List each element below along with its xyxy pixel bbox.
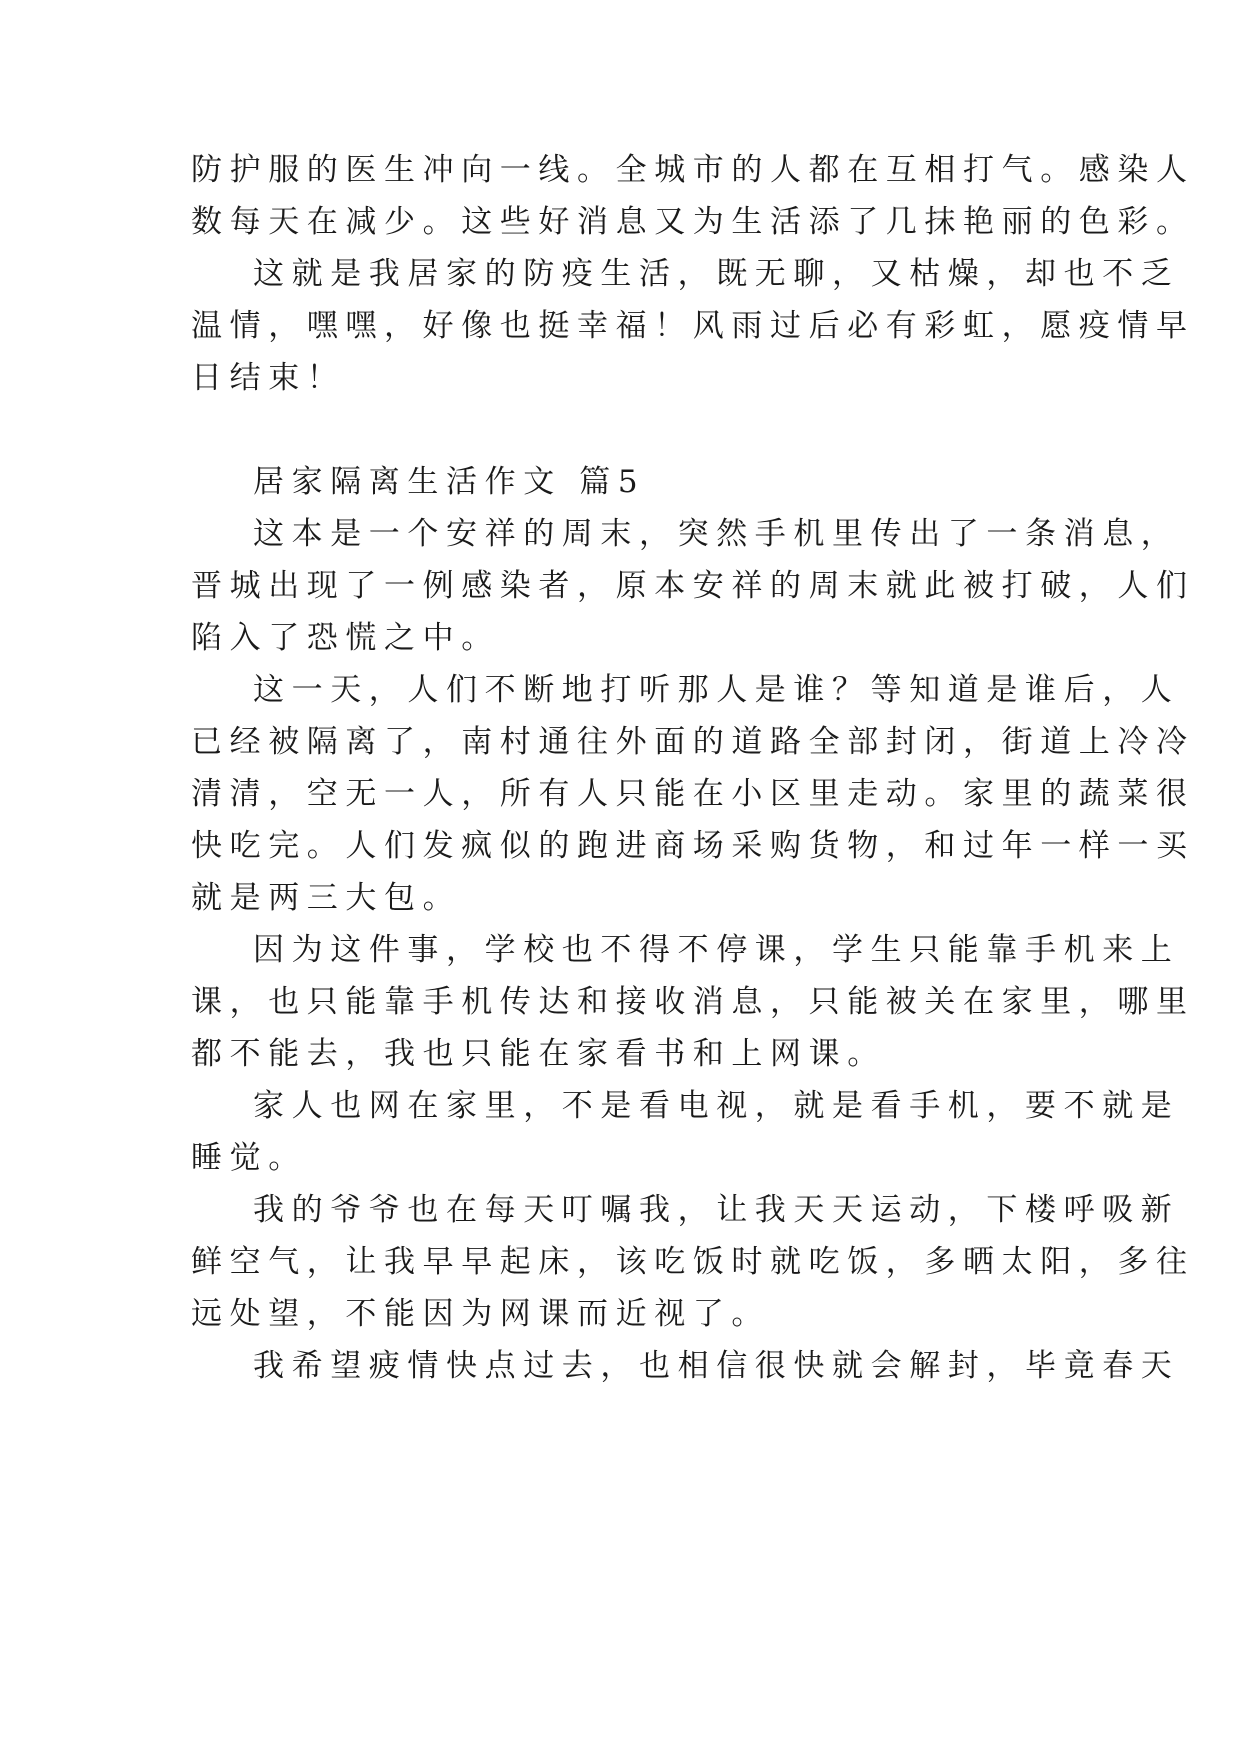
text-line: 都不能去，我也只能在家看书和上网课。 bbox=[191, 1036, 886, 1072]
text-line: 这本是一个安祥的周末，突然手机里传出了一条消息， bbox=[253, 516, 1180, 552]
text-line: 家人也网在家里，不是看电视，就是看手机，要不就是 bbox=[253, 1088, 1180, 1124]
text-line: 远处望，不能因为网课而近视了。 bbox=[191, 1296, 770, 1332]
text-line: 防护服的医生冲向一线。全城市的人都在互相打气。感染人 bbox=[191, 152, 1195, 188]
section-title: 居家隔离生活作文 篇5 bbox=[253, 464, 646, 500]
text-line: 因为这件事，学校也不得不停课，学生只能靠手机来上 bbox=[253, 932, 1180, 968]
text-line: 这就是我居家的防疫生活，既无聊，又枯燥，却也不乏 bbox=[253, 256, 1180, 292]
text-line: 课，也只能靠手机传达和接收消息，只能被关在家里，哪里 bbox=[191, 984, 1195, 1020]
text-line: 日结束！ bbox=[191, 360, 346, 396]
text-line: 清清，空无一人，所有人只能在小区里走动。家里的蔬菜很 bbox=[191, 776, 1195, 812]
text-line: 这一天，人们不断地打听那人是谁？等知道是谁后，人 bbox=[253, 672, 1180, 708]
text-line: 温情，嘿嘿，好像也挺幸福！风雨过后必有彩虹，愿疫情早 bbox=[191, 308, 1195, 344]
text-line: 数每天在减少。这些好消息又为生活添了几抹艳丽的色彩。 bbox=[191, 204, 1195, 240]
text-line: 快吃完。人们发疯似的跑进商场采购货物，和过年一样一买 bbox=[191, 828, 1195, 864]
text-line: 已经被隔离了，南村通往外面的道路全部封闭，街道上冷冷 bbox=[191, 724, 1195, 760]
text-line: 我希望疲情快点过去，也相信很快就会解封，毕竟春天 bbox=[253, 1348, 1180, 1384]
text-line: 就是两三大包。 bbox=[191, 880, 462, 916]
text-line: 晋城出现了一例感染者，原本安祥的周末就此被打破，人们 bbox=[191, 568, 1195, 604]
text-line: 睡觉。 bbox=[191, 1140, 307, 1176]
text-line: 鲜空气，让我早早起床，该吃饭时就吃饭，多晒太阳，多往 bbox=[191, 1244, 1195, 1280]
text-line: 我的爷爷也在每天叮嘱我，让我天天运动，下楼呼吸新 bbox=[253, 1192, 1180, 1228]
text-line: 陷入了恐慌之中。 bbox=[191, 620, 500, 656]
